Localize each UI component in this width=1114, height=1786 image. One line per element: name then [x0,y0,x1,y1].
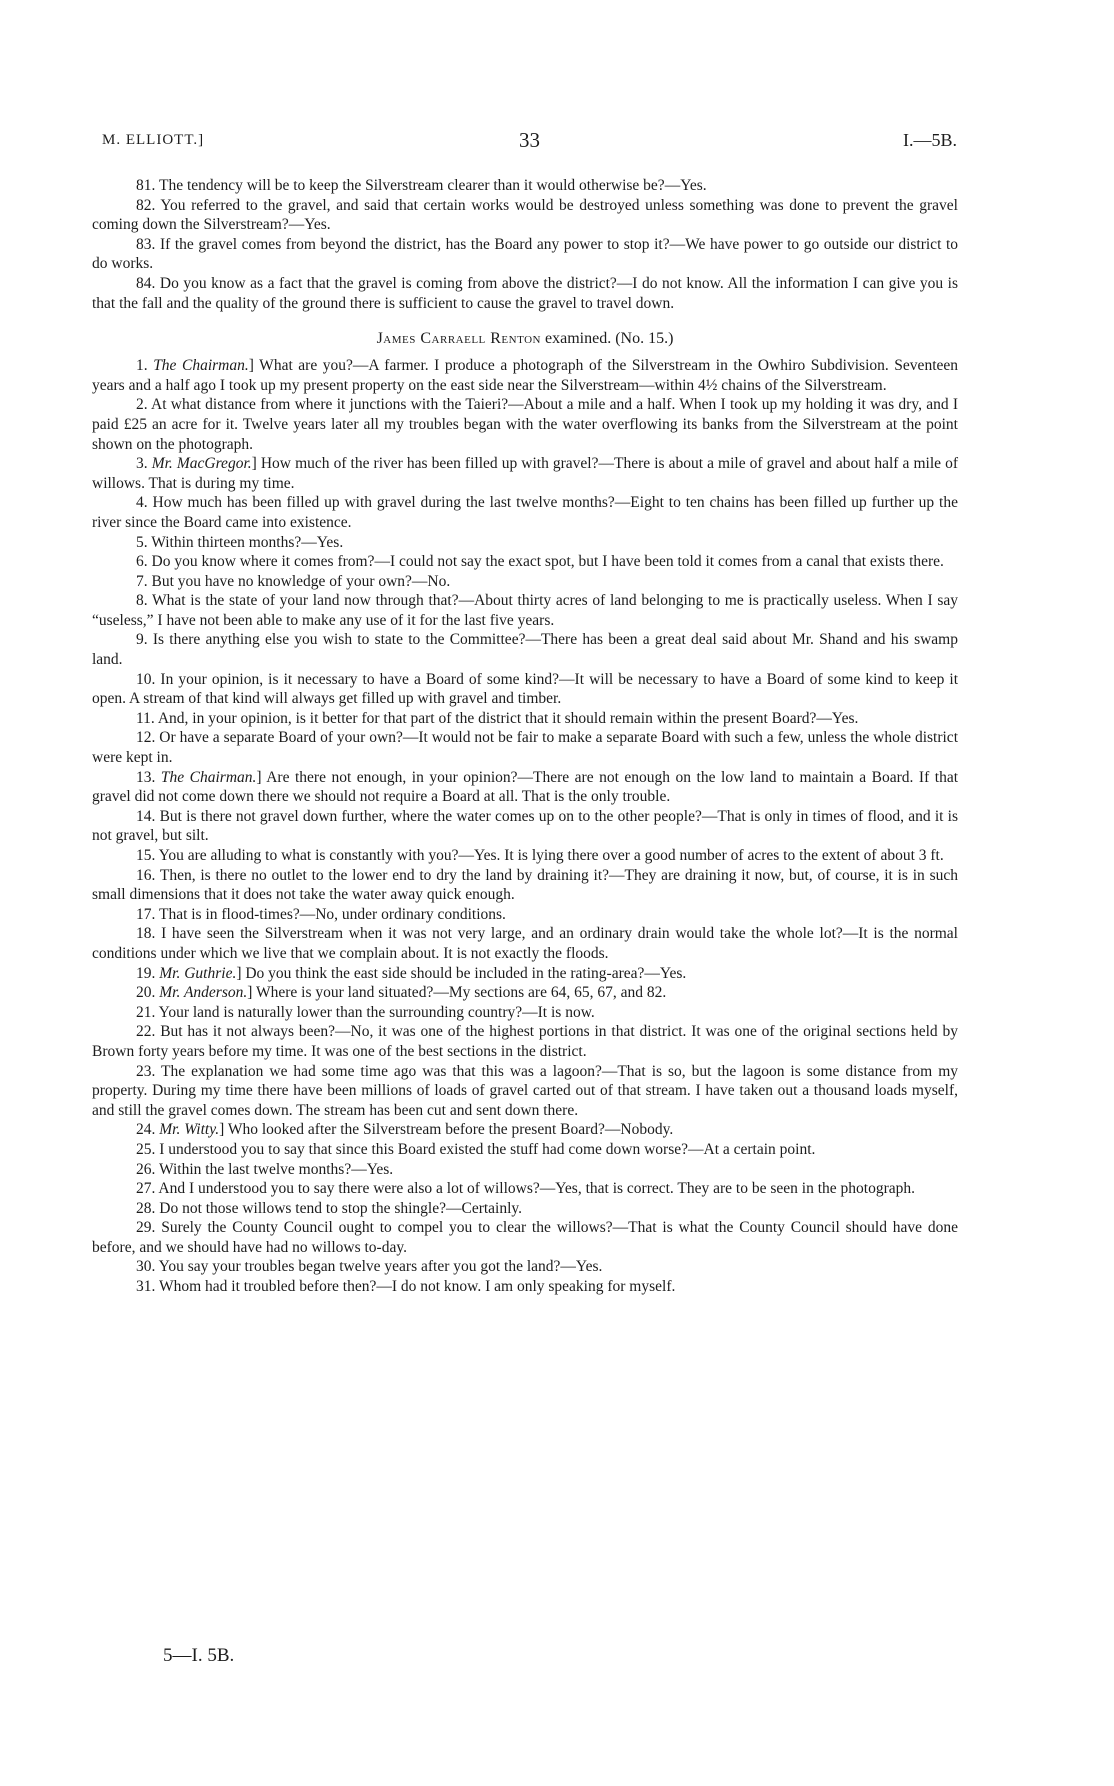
testimony-paragraph [92,1199,958,1219]
paragraph-text: 22. But has it not always been?—No, it was one of the highest portions in that district. It was one of the original sections held by Brown forty years before my time. It was one of the best sections in the district. [92,1023,958,1060]
paragraph-text: ] What are you?—A farmer. I produce a photograph of the Silverstream in the Owhiro Subdivision. Seventeen years and a half ago I took up my present property on the east side near the Silverstream—within 4½ chains of the Silverstream. [92,357,959,394]
testimony-paragraph [92,552,958,572]
paragraph-text: ] Are there not enough, in your opinion?—There are not enough on the low land to maintain a Board. If that gravel did not come down there we should not require a Board at all. That is the only trouble. [92,768,959,806]
paragraph-text: 15. You are alluding to what is constantly with you?—Yes. It is lying there over a good number of acres to the extent of about 3 ft. [136,847,944,864]
testimony-section-previous-witness [92,176,958,313]
paragraph-text: 21. Your land is naturally lower than the surrounding country?—It is now. [136,1003,595,1021]
document-body [92,176,958,1297]
paragraph-text: 26. Within the last twelve months?—Yes. [136,1160,394,1178]
testimony-paragraph [92,176,958,196]
paragraph-text: 11. And, in your opinion, is it better for that part of the district that it should remain within the present Board?—Yes. [136,709,859,727]
paragraph-text: 29. Surely the County Council ought to compel you to clear the willows?—That is what the County Council should have done before, and we should have had no willows to-day. [92,1219,958,1256]
paragraph-text: 83. If the gravel comes from beyond the district, has the Board any power to stop it?—We have power to go outside our district to do works. [92,235,958,273]
speaker-name: The Chairman. [153,357,249,375]
testimony-paragraph [92,709,958,729]
question-number: 19. [136,964,160,982]
paragraph-text: 4. How much has been filled up with gravel during the last twelve months?—Eight to ten chains has been filled up further up the river since the Board came into existence. [92,494,958,531]
testimony-paragraph [92,1179,958,1199]
paragraph-text: 16. Then, is there no outlet to the lower end to dry the land by draining it?—They are draining it now, but, of course, it is in such small dimensions that it does not take the water away quick enough. [92,866,958,904]
speaker-name: Mr. Witty. [159,1121,220,1139]
speaker-name: The Chairman. [160,768,257,786]
testimony-paragraph [92,1160,958,1180]
testimony-paragraph [92,670,958,709]
testimony-paragraph [92,630,958,669]
speaker-name: Mr. MacGregor. [151,455,252,473]
testimony-paragraph [92,591,958,630]
page-header [102,128,957,154]
paragraph-text: 82. You referred to the gravel, and said that certain works would be destroyed unless something was done to prevent the gravel coming down the Silverstream?—Yes. [92,196,958,234]
testimony-paragraph [92,905,958,925]
testimony-paragraph [92,274,958,313]
paragraph-text: 28. Do not those willows tend to stop the shingle?—Certainly. [136,1199,523,1217]
testimony-paragraph [92,572,958,592]
testimony-paragraph [92,983,958,1003]
paragraph-text: ] How much of the river has been filled up with gravel?—There is about a mile of gravel and about half a mile of willows. That is during my time. [92,455,959,492]
testimony-paragraph [92,454,958,493]
testimony-paragraph [92,395,958,454]
testimony-paragraph [92,235,958,274]
testimony-paragraph [92,1277,958,1297]
speaker-name: Mr. Anderson. [159,984,248,1002]
sheet-signature: 5—I. 5B. [163,1645,235,1666]
paragraph-text: 23. The explanation we had some time ago was that this was a lagoon?—That is so, but the lagoon is some distance from my property. During my time there have been millions of loads of gravel carted out of that stream. I have taken out a thousand loads myself, and still the gravel comes down. The stream has been cut and sent down there. [92,1062,958,1119]
question-number: 20. [136,984,160,1002]
paragraph-text: 8. What is the state of your land now through that?—About thirty acres of land belonging to me is practically useless. When I say “useless,” I have not been able to make any use of it for the last five years. [92,592,958,629]
paragraph-text: 12. Or have a separate Board of your own?—It would not be fair to make a separate Board with such a few, unless the whole district were kept in. [92,729,958,767]
testimony-paragraph [92,728,958,767]
paragraph-text: 25. I understood you to say that since this Board existed the stuff had come down worse?—At a certain point. [136,1140,816,1158]
testimony-paragraph [92,196,958,235]
paper-reference: I.—5B. [903,130,957,150]
paragraph-text: 27. And I understood you to say there were also a lot of willows?—Yes, that is correct. They are to be seen in the photograph. [136,1180,915,1198]
question-number: 24. [136,1121,160,1139]
paragraph-text: ] Where is your land situated?—My sections are 64, 65, 67, and 82. [247,984,667,1002]
paragraph-text: 14. But is there not gravel down further, where the water comes up on to the other people?—That is only in times of flood, and it is not gravel, but silt. [92,807,958,845]
testimony-paragraph [92,1257,958,1277]
testimony-paragraph [92,1022,958,1061]
paragraph-text: 7. But you have no knowledge of your own?—No. [136,572,451,590]
paragraph-text: 81. The tendency will be to keep the Silverstream clearer than it would otherwise be?—Yes. [136,177,707,194]
paragraph-text: 18. I have seen the Silverstream when it was not very large, and an ordinary drain would take the whole lot?—It is the normal conditions under which we live that we complain about. It is not exactly the floods. [92,925,958,962]
paragraph-text: 2. At what distance from where it junctions with the Taieri?—About a mile and a half. When I took up my holding it was dry, and I paid £25 an acre for it. Twelve years later all my troubles began with the water overflowing its banks from the Silverstream at the point shown on the photograph. [92,396,958,453]
testimony-paragraph [92,533,958,553]
paragraph-text: 84. Do you know as a fact that the gravel is coming from above the district?—I do not know. All the information I can give you is that the fall and the quality of the ground there is sufficient to cause the gravel to travel down. [92,274,958,312]
testimony-paragraph [92,846,958,866]
question-number: 3. [136,455,152,473]
testimony-paragraph [92,1003,958,1023]
testimony-paragraph [92,924,958,963]
header-witness: M. ELLIOTT.] [102,132,205,148]
paragraph-text: ] Who looked after the Silverstream before the present Board?—Nobody. [219,1121,674,1139]
question-number: 1. [136,357,154,375]
testimony-paragraph [92,1140,958,1160]
speaker-name: Mr. Guthrie. [159,964,237,982]
testimony-paragraph [92,1120,958,1140]
testimony-section-renton [92,356,958,1297]
paragraph-text: 10. In your opinion, is it necessary to have a Board of some kind?—It will be necessary to have a Board of some kind to keep it open. A stream of that kind will always get filled up with gravel and timber. [92,670,958,708]
paragraph-text: ] Do you think the east side should be included in the rating-area?—Yes. [236,964,687,982]
paragraph-text: 9. Is there anything else you wish to state to the Committee?—There has been a great deal said about Mr. Shand and his swamp land. [92,631,958,669]
paragraph-text: 6. Do you know where it comes from?—I could not say the exact spot, but I have been told it comes from a canal that exists there. [136,553,944,571]
question-number: 13. [136,768,161,786]
witness-heading-note: examined. (No. 15.) [541,330,674,348]
testimony-paragraph [92,768,958,807]
paragraph-text: 30. You say your troubles began twelve years after you got the land?—Yes. [136,1258,603,1276]
testimony-paragraph [92,1218,958,1257]
paragraph-text: 17. That is in flood-times?—No, under ordinary conditions. [136,905,506,923]
witness-heading [92,329,958,349]
testimony-paragraph [92,493,958,532]
testimony-paragraph [92,964,958,984]
testimony-paragraph [92,1062,958,1121]
witness-name: James Carraell Renton [376,330,542,348]
page-number: 33 [519,128,540,152]
paragraph-text: 31. Whom had it troubled before then?—I do not know. I am only speaking for myself. [136,1278,676,1296]
testimony-paragraph [92,866,958,905]
testimony-paragraph [92,807,958,846]
paragraph-text: 5. Within thirteen months?—Yes. [136,533,344,551]
testimony-paragraph [92,356,958,395]
